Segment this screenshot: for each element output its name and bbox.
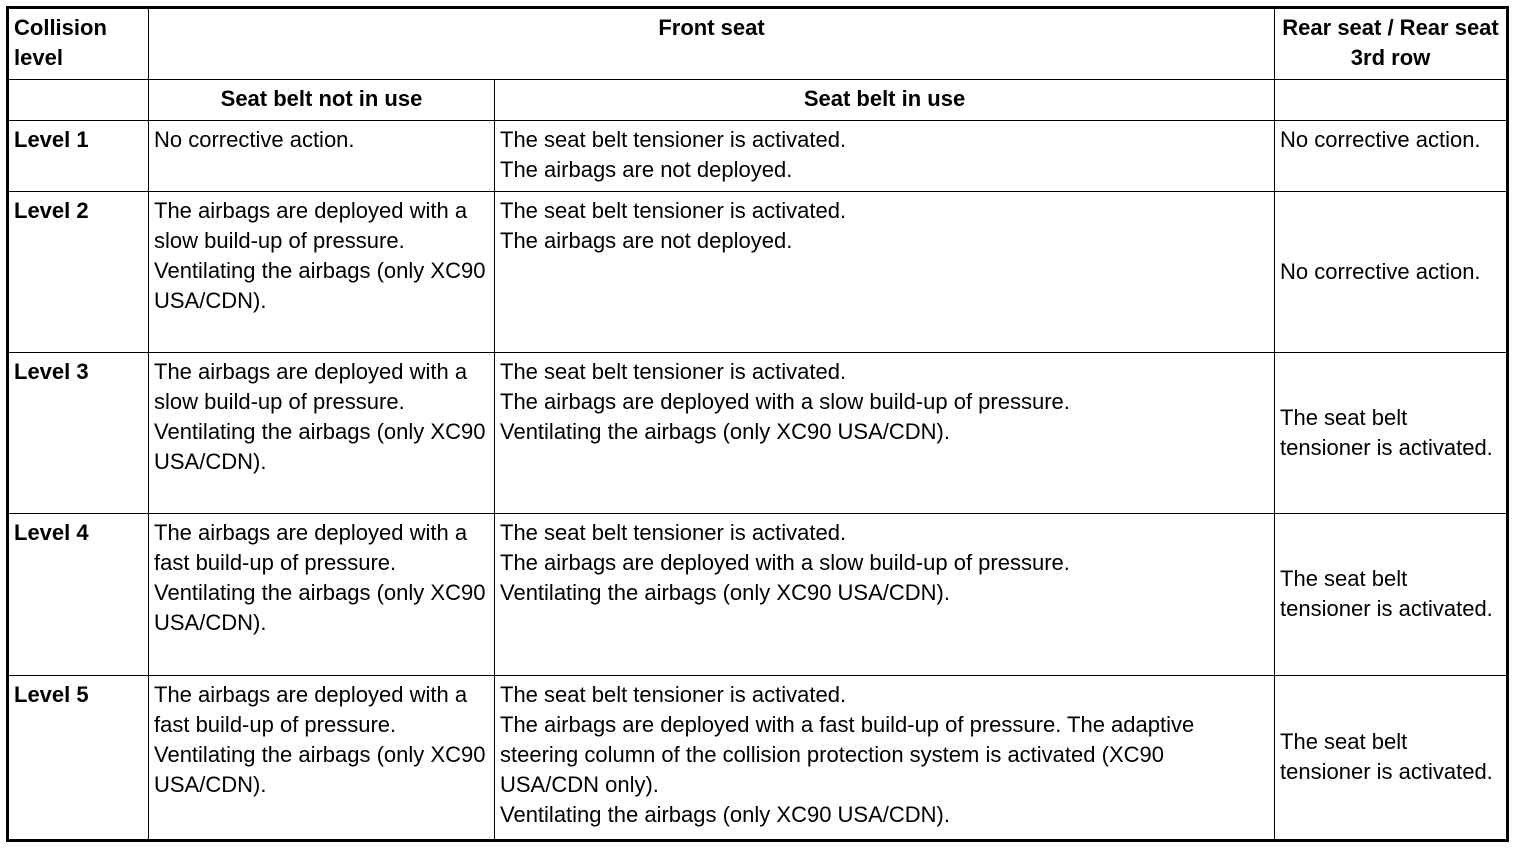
table-row xyxy=(8,191,1508,352)
cell-text-line: The seat belt tensioner is activated. xyxy=(1280,566,1493,622)
cell-text-line: The airbags are not deployed. xyxy=(500,156,793,182)
cell-text-line: Ventilating the airbags (only XC90 USA/CDN). xyxy=(500,801,950,827)
cell-text-line: No corrective action. xyxy=(154,126,355,152)
cell-text-line: The airbags are not deployed. xyxy=(500,227,793,253)
collision-level-table xyxy=(6,6,1509,842)
seat-belt-in-use-cell xyxy=(495,353,1275,514)
cell-text-line: The seat belt tensioner is activated. xyxy=(500,520,847,546)
collision-level-cell: Level 3 xyxy=(8,353,149,514)
cell-text-line: The seat belt tensioner is activated. xyxy=(500,197,847,223)
seat-belt-not-in-use-cell xyxy=(149,191,495,352)
header-row xyxy=(8,8,1508,80)
cell-text-line: Ventilating the airbags (only XC90 USA/CDN). xyxy=(154,741,492,797)
rear-seat-cell xyxy=(1275,191,1508,352)
cell-text-line: Ventilating the airbags (only XC90 USA/CDN). xyxy=(154,257,492,313)
seat-belt-in-use-cell xyxy=(495,514,1275,675)
table-row xyxy=(8,514,1508,675)
seat-belt-not-in-use-cell xyxy=(149,675,495,840)
cell-text-line: Ventilating the airbags (only XC90 USA/CDN). xyxy=(154,580,492,636)
rear-seat-cell xyxy=(1275,514,1508,675)
seat-belt-not-in-use-cell xyxy=(149,120,495,191)
subheader-seat-belt-not-in-use: Seat belt not in use xyxy=(149,80,495,120)
cell-text-line: The airbags are deployed with a slow build-up of pressure. xyxy=(500,550,1070,576)
subheader-seat-belt-in-use: Seat belt in use xyxy=(495,80,1275,120)
table-row xyxy=(8,675,1508,840)
rear-seat-cell xyxy=(1275,120,1508,191)
subheader-empty-cell xyxy=(1275,80,1508,120)
seat-belt-in-use-cell xyxy=(495,191,1275,352)
cell-text-line: The seat belt tensioner is activated. xyxy=(500,359,847,385)
subheader-row xyxy=(8,80,1508,120)
seat-belt-not-in-use-cell xyxy=(149,353,495,514)
cell-text-line: The seat belt tensioner is activated. xyxy=(1280,729,1493,785)
cell-text-line: No corrective action. xyxy=(1280,259,1481,285)
cell-text-line: The airbags are deployed with a slow build-up of pressure. xyxy=(154,359,474,415)
cell-text-line: No corrective action. xyxy=(1280,126,1481,152)
subheader-empty-cell xyxy=(8,80,149,120)
collision-level-cell: Level 4 xyxy=(8,514,149,675)
seat-belt-not-in-use-cell xyxy=(149,514,495,675)
rear-seat-cell xyxy=(1275,675,1508,840)
cell-text-line: The seat belt tensioner is activated. xyxy=(500,126,847,152)
cell-text-line: The airbags are deployed with a fast build-up of pressure. xyxy=(154,520,474,576)
seat-belt-in-use-cell xyxy=(495,675,1275,840)
header-rear-seat: Rear seat / Rear seat 3rd row xyxy=(1275,8,1508,80)
header-front-seat: Front seat xyxy=(149,8,1275,80)
header-collision-level: Collision level xyxy=(8,8,149,80)
cell-text-line: The seat belt tensioner is activated. xyxy=(1280,405,1493,461)
cell-text-line: The seat belt tensioner is activated. xyxy=(500,681,847,707)
collision-level-cell: Level 1 xyxy=(8,120,149,191)
cell-text-line: The airbags are deployed with a fast build-up of pressure. The adaptive steering column of the collision protection system is activated (XC90 USA/CDN only). xyxy=(500,711,1201,797)
collision-level-cell: Level 5 xyxy=(8,675,149,840)
cell-text-line: Ventilating the airbags (only XC90 USA/CDN). xyxy=(154,419,492,475)
cell-text-line: Ventilating the airbags (only XC90 USA/CDN). xyxy=(500,580,950,606)
collision-level-cell: Level 2 xyxy=(8,191,149,352)
table-row xyxy=(8,120,1508,191)
seat-belt-in-use-cell xyxy=(495,120,1275,191)
cell-text-line: The airbags are deployed with a slow build-up of pressure. xyxy=(500,389,1070,415)
cell-text-line: The airbags are deployed with a slow build-up of pressure. xyxy=(154,197,474,253)
cell-text-line: The airbags are deployed with a fast build-up of pressure. xyxy=(154,681,474,737)
cell-text-line: Ventilating the airbags (only XC90 USA/CDN). xyxy=(500,419,950,445)
table-row xyxy=(8,353,1508,514)
rear-seat-cell xyxy=(1275,353,1508,514)
